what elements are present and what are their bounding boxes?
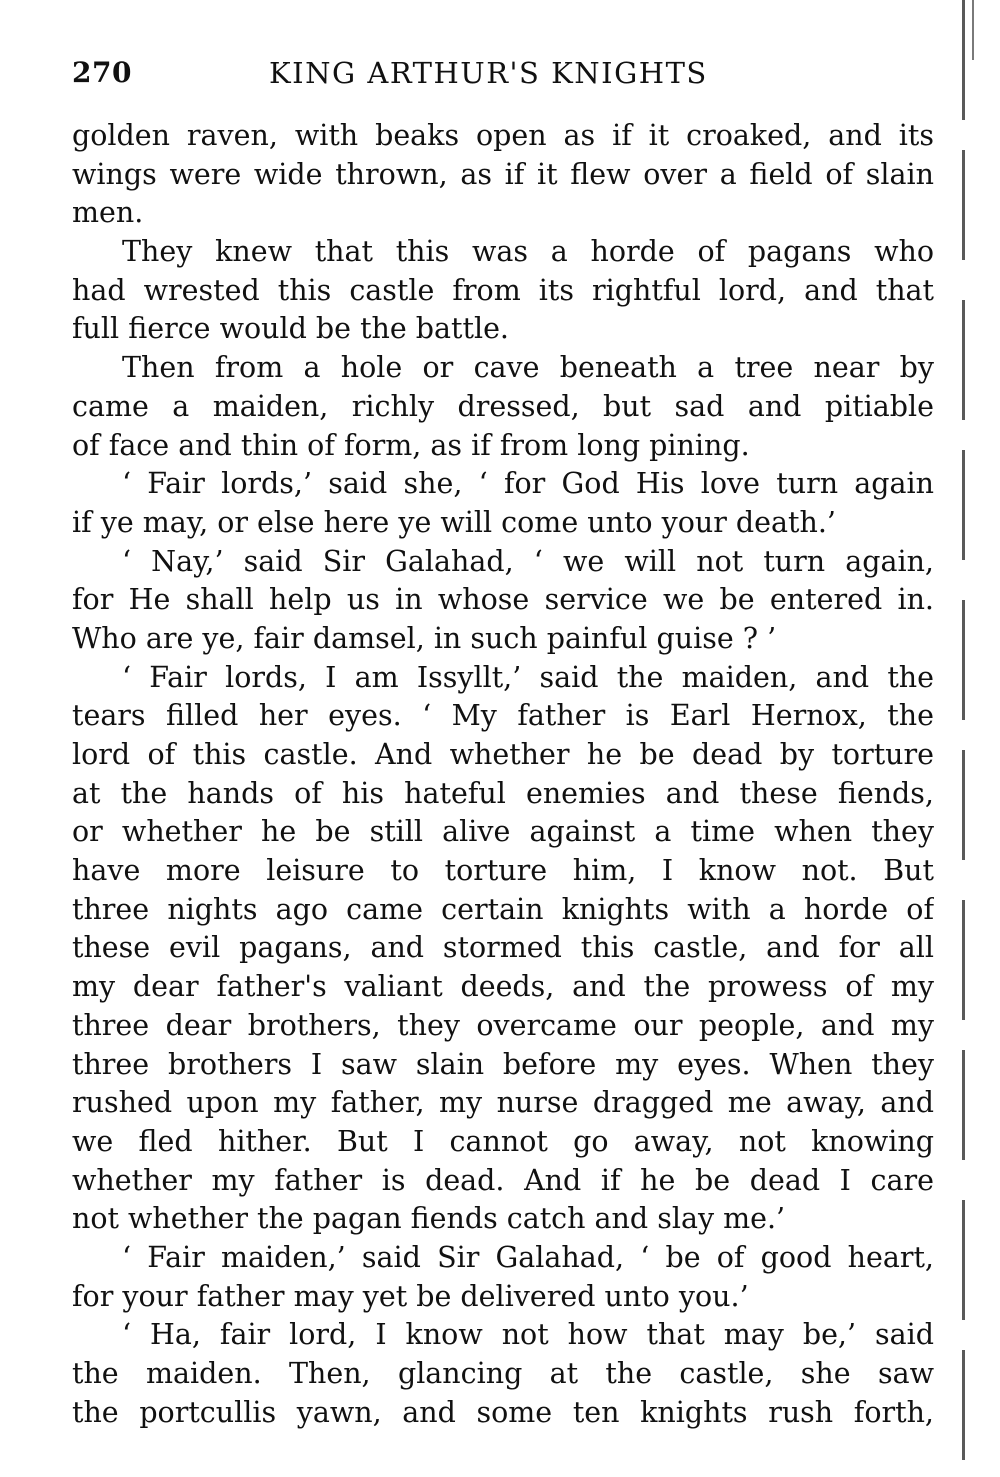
text-line: we fled hither. But I cannot go away, not knowing xyxy=(72,1124,934,1158)
page-header xyxy=(72,56,934,96)
page-number: 270 xyxy=(72,56,132,89)
text-line: ‘ Nay,’ said Sir Galahad, ‘ we will not turn again, xyxy=(122,544,934,578)
text-line: have more leisure to torture him, I know not. But xyxy=(72,854,934,888)
text-line: at the hands of his hateful enemies and these fiends, xyxy=(72,776,934,810)
text-line: Who are ye, fair damsel, in such painful guise ? ’ xyxy=(72,621,777,655)
text-line: lord of this castle. And whether he be dead by torture xyxy=(72,738,934,771)
text-line: not whether the pagan fiends catch and slay me.’ xyxy=(72,1202,786,1236)
running-title: KING ARTHUR'S KNIGHTS xyxy=(269,56,708,90)
text-line: if ye may, or else here ye will come unto your death.’ xyxy=(72,505,836,539)
text-line: men. xyxy=(72,196,144,230)
text-line: ‘ Fair lords, I am Issyllt,’ said the maiden, and the xyxy=(122,660,934,694)
text-line: whether my father is dead. And if he be dead I care xyxy=(72,1163,934,1197)
text-line: had wrested this castle from its rightful lord, and that xyxy=(72,273,934,307)
scan-margin-edge xyxy=(962,0,965,1477)
page-body xyxy=(72,117,934,1432)
text-line: three dear brothers, they overcame our people, and my xyxy=(72,1008,934,1042)
text-line: rushed upon my father, my nurse dragged me away, and xyxy=(72,1086,934,1120)
text-line: golden raven, with beaks open as if it croaked, and its xyxy=(72,119,934,152)
scan-margin-edge-top xyxy=(972,0,974,60)
text-line: the portcullis yawn, and some ten knights rush forth, xyxy=(72,1395,934,1429)
text-line: of face and thin of form, as if from long pining. xyxy=(72,428,750,462)
text-line: ‘ Fair lords,’ said she, ‘ for God His love turn again xyxy=(122,467,934,501)
text-line: wings were wide thrown, as if it flew over a field of slain xyxy=(72,157,934,191)
text-line: the maiden. Then, glancing at the castle, she saw xyxy=(72,1357,934,1390)
text-line: ‘ Fair maiden,’ said Sir Galahad, ‘ be of good heart, xyxy=(122,1240,934,1274)
text-line: three nights ago came certain knights with a horde of xyxy=(72,892,934,926)
text-line: for He shall help us in whose service we be entered in. xyxy=(72,583,934,617)
text-line: Then from a hole or cave beneath a tree near by xyxy=(122,351,934,385)
text-line: these evil pagans, and stormed this castle, and for all xyxy=(72,931,934,965)
text-line: my dear father's valiant deeds, and the prowess of my xyxy=(72,970,934,1004)
text-line: ‘ Ha, fair lord, I know not how that may be,’ said xyxy=(122,1318,934,1352)
text-line: for your father may yet be delivered unto you.’ xyxy=(72,1279,749,1313)
text-line: full fierce would be the battle. xyxy=(72,312,509,346)
text-line: three brothers I saw slain before my eyes. When they xyxy=(72,1047,934,1081)
text-line: came a maiden, richly dressed, but sad and pitiable xyxy=(72,389,934,423)
text-line: tears filled her eyes. ‘ My father is Earl Hernox, the xyxy=(72,699,934,733)
text-line: or whether he be still alive against a time when they xyxy=(72,815,934,849)
text-line: They knew that this was a horde of pagans who xyxy=(122,235,934,269)
